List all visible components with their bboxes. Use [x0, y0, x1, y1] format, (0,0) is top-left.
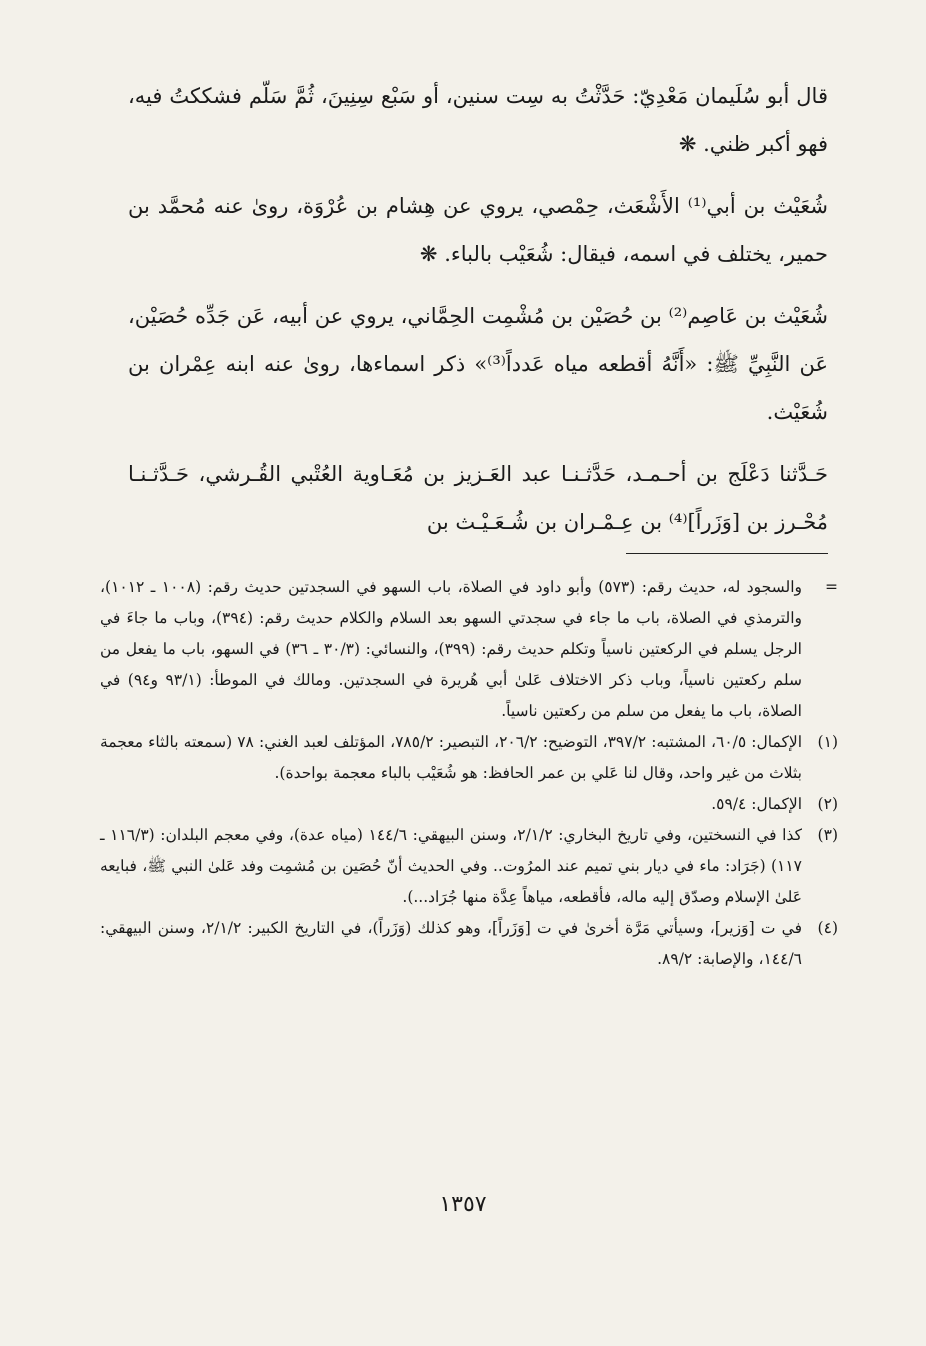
main-text [128, 72, 828, 546]
footnote-marker: (٢) [817, 795, 838, 813]
page-number: ١٣٥٧ [439, 1192, 487, 1217]
footnote-text: الإكمال: ٥٩/٤. [711, 795, 802, 813]
footnote-marker: (٣) [817, 826, 838, 844]
footnote-text: في ت [وَزير]، وسيأتي مَرَّة أخرىٰ في ت [وَزَراً]، وهو كذلك (وَزَراً)، في التاريخ الكبير: ٢/١/٢، وسنن البيهقي: ١٤٤/٦، والإصابة: ٨٩/٢. [100, 919, 802, 968]
footnote-continuation [100, 572, 838, 727]
footnote-separator [626, 553, 828, 554]
paragraph-3: شُعَيْث بن عَاصِم⁽²⁾ بن حُصَيْن بن مُشْمِت الحِمَّاني، يروي عن أبيه، عَن جَدِّه حُصَيْن، عَن النَّبِيِّ ﷺ: «أَنَّهُ أقطعه مياه عَدداً⁽³⁾» ذكر اسماءها، روىٰ عنه ابنه عِمْران بن شُعَيْث. [128, 304, 829, 424]
paragraph-2: شُعَيْث بن أبي⁽¹⁾ الأَشْعَث، حِمْصي، يروي عن هِشام بن عُرْوَة، روىٰ عنه مُحمَّد بن حمير، يختلف في اسمه، فيقال: شُعَيْب بالباء. ❋ [128, 194, 828, 266]
footnote-marker: = [825, 578, 838, 596]
footnote-text: كذا في النسختين، وفي تاريخ البخاري: ٢/١/٢، وسنن البيهقي: ١٤٤/٦ (مياه عدة)، وفي معجم البلدان: (١١٦/٣ ـ ١١٧) (جَرَاد: ماء في ديار بني تميم عند المرُوت.. وفي الحديث أنّ حُصَين بن مُشمِت وفد عَلىٰ النبي ﷺ، فبايعه عَلىٰ الإسلام وصدّق إليه ماله، فأقطعه، مياهاً عِدَّة منها جُرَاد...). [100, 826, 803, 906]
paragraph-4: حَـدَّثنا دَعْلَج بن أحـمـد، حَدَّثـنـا عبد العَـزيز بن مُعَـاوية العُتْبي القُـرشي، حَـدَّثـنـا مُحْـرز بن [وَزَراً]⁽⁴⁾ بن عِـمْـران بن شُـعَـيْـث بن [128, 462, 828, 534]
footnotes [100, 572, 838, 975]
footnote-marker: (١) [817, 733, 838, 751]
footnote-4 [100, 913, 838, 975]
footnote-3 [100, 820, 838, 913]
paragraph-1: قال أبو سُلَيمان مَعْدِيّ: حَدَّثْتُ به سِت سنين، أو سَبْع سِنِينَ، ثُمَّ سَلّم فشككتُ فيه، فهو أكبر ظني. ❋ [128, 84, 828, 156]
footnote-marker: (٤) [817, 919, 838, 937]
footnote-2 [100, 789, 838, 820]
footnote-text: الإكمال: ٦٠/٥، المشتبه: ٣٩٧/٢، التوضيح: ٢٠٦/٢، التبصير: ٧٨٥/٢، المؤتلف لعبد الغني: ٧٨ (سمعته بالثاء معجمة بثلاث من غير واحد، وقال لنا عَلي بن عمر الحافظ: هو شُعَيْب بالباء معجمة بواحدة). [100, 733, 803, 782]
footnote-text: والسجود له، حديث رقم: (٥٧٣) وأبو داود في الصلاة، باب السهو في السجدتين حديث رقم: (١٠٠٨ ـ ١٠١٢)، والترمذي في الصلاة، باب ما جاء في سجدتي السهو بعد السلام والكلام حديث رقم: (٣٩٤)، وباب ما جاءَ في الرجل يسلم في الركعتين ناسياً وتكلم حديث رقم: (٣٩٩)، والنسائي: (٣٠/٣ ـ ٣٦) في السهو، باب ما يفعل من سلم ركعتين ناسياً، وباب ذكر الاختلاف عَلىٰ أبي هُريرة في السجدتين. ومالك في الموطأ: (٩٣/١ و٩٤) في الصلاة، باب ما يفعل من سلم من ركعتين ناسياً. [100, 578, 802, 720]
footnote-1 [100, 727, 838, 789]
